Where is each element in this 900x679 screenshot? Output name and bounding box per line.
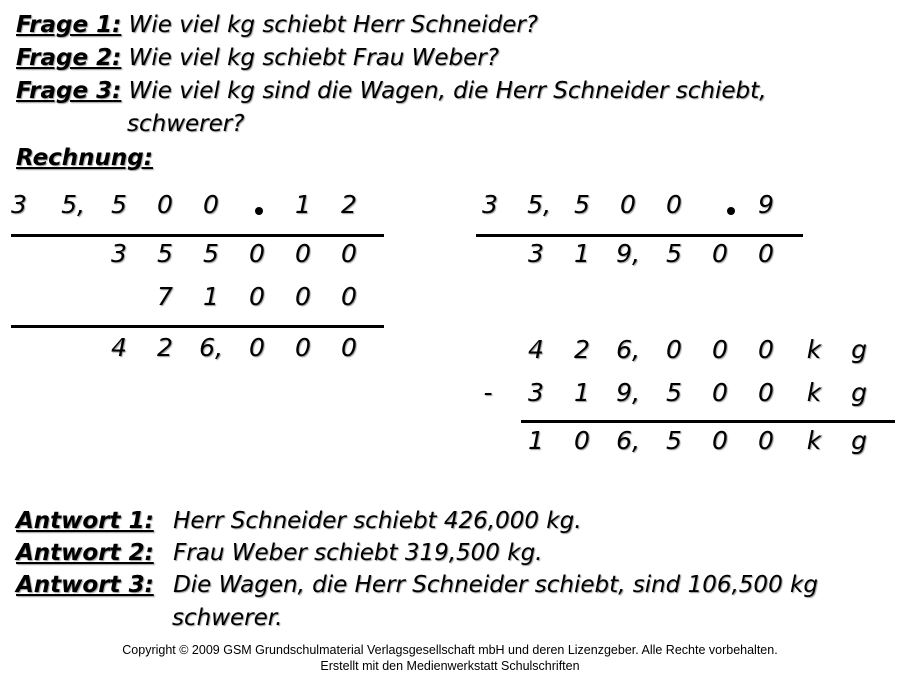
digit: 5 [666,378,682,407]
answer-3-label: Antwort 3: [16,572,154,598]
digit: 3 [528,239,544,268]
digit: 0 [157,190,173,219]
digit: 7 [157,282,173,311]
unit-letter: k [806,335,822,364]
answer-1-label: Antwort 1: [16,508,154,534]
question-2-label: Frage 2: [16,45,122,71]
answer-1 [16,507,582,535]
question-3-continuation: schwerer? [127,111,245,137]
calculation-heading: Rechnung: [16,145,153,171]
digit: 9, [616,378,640,407]
unit-letter: k [806,378,822,407]
digit: 0 [712,426,728,455]
digit: 5, [527,190,551,219]
digit: 4 [528,335,544,364]
underline-rule [11,234,384,237]
minus-sign: - [483,378,493,407]
digit: 3 [482,190,498,219]
digit: 2 [341,190,357,219]
answer-1-text: Herr Schneider schiebt 426,000 kg. [173,508,582,534]
digit: 0 [295,333,311,362]
question-3-text: Wie viel kg sind die Wagen, die Herr Schneider schiebt, [128,78,767,104]
digit: 3 [528,378,544,407]
digit: 5 [157,239,173,268]
digit: 5 [666,426,682,455]
digit: 0 [295,239,311,268]
digit: 5 [666,239,682,268]
question-3-label: Frage 3: [16,78,122,104]
digit: 0 [341,239,357,268]
question-3 [16,77,766,105]
digit: 3 [11,190,27,219]
digit: 0 [249,239,265,268]
digit: 1 [574,239,590,268]
digit: 0 [249,282,265,311]
digit: 1 [528,426,544,455]
digit: 0 [666,190,682,219]
unit-letter: g [851,378,867,407]
digit: 6, [199,333,223,362]
digit: 0 [758,335,774,364]
answer-2 [16,539,542,567]
question-1 [16,11,538,39]
question-2 [16,44,499,72]
question-2-text: Wie viel kg schiebt Frau Weber? [128,45,499,71]
answer-3-continuation: schwerer. [172,605,283,631]
multiplication-dot [727,207,735,215]
digit: 0 [620,190,636,219]
digit: 9 [758,190,774,219]
digit: 5 [203,239,219,268]
digit: 0 [666,335,682,364]
answer-3 [16,571,818,599]
digit: 9, [616,239,640,268]
digit: 0 [758,378,774,407]
digit: 4 [111,333,127,362]
answer-2-text: Frau Weber schiebt 319,500 kg. [173,540,543,566]
digit: 0 [295,282,311,311]
digit: 5 [111,190,127,219]
digit: 0 [574,426,590,455]
digit: 5, [61,190,85,219]
question-1-label: Frage 1: [16,12,122,38]
digit: 3 [111,239,127,268]
digit: 6, [616,335,640,364]
digit: 0 [712,335,728,364]
question-1-text: Wie viel kg schiebt Herr Schneider? [128,12,539,38]
digit: 0 [758,239,774,268]
digit: 0 [341,282,357,311]
digit: 1 [295,190,311,219]
unit-letter: k [806,426,822,455]
difference-rule [521,420,895,423]
underline-rule [476,234,803,237]
answer-2-label: Antwort 2: [16,540,154,566]
digit: 2 [157,333,173,362]
digit: 5 [574,190,590,219]
digit: 1 [203,282,219,311]
digit: 0 [341,333,357,362]
digit: 0 [712,239,728,268]
digit: 2 [574,335,590,364]
multiplication-dot [255,207,263,215]
digit: 6, [616,426,640,455]
digit: 0 [758,426,774,455]
answer-3-text: Die Wagen, die Herr Schneider schiebt, sind 106,500 kg [173,572,818,598]
unit-letter: g [851,426,867,455]
unit-letter: g [851,335,867,364]
digit: 1 [574,378,590,407]
sum-rule [11,325,384,328]
creator-notice: Erstellt mit den Medienwerkstatt Schulschriften [320,659,580,673]
digit: 0 [249,333,265,362]
copyright-notice: Copyright © 2009 GSM Grundschulmaterial Verlagsgesellschaft mbH und deren Lizenzgeber. Alle Rechte vorbehalten. [122,643,778,657]
digit: 0 [203,190,219,219]
digit: 0 [712,378,728,407]
